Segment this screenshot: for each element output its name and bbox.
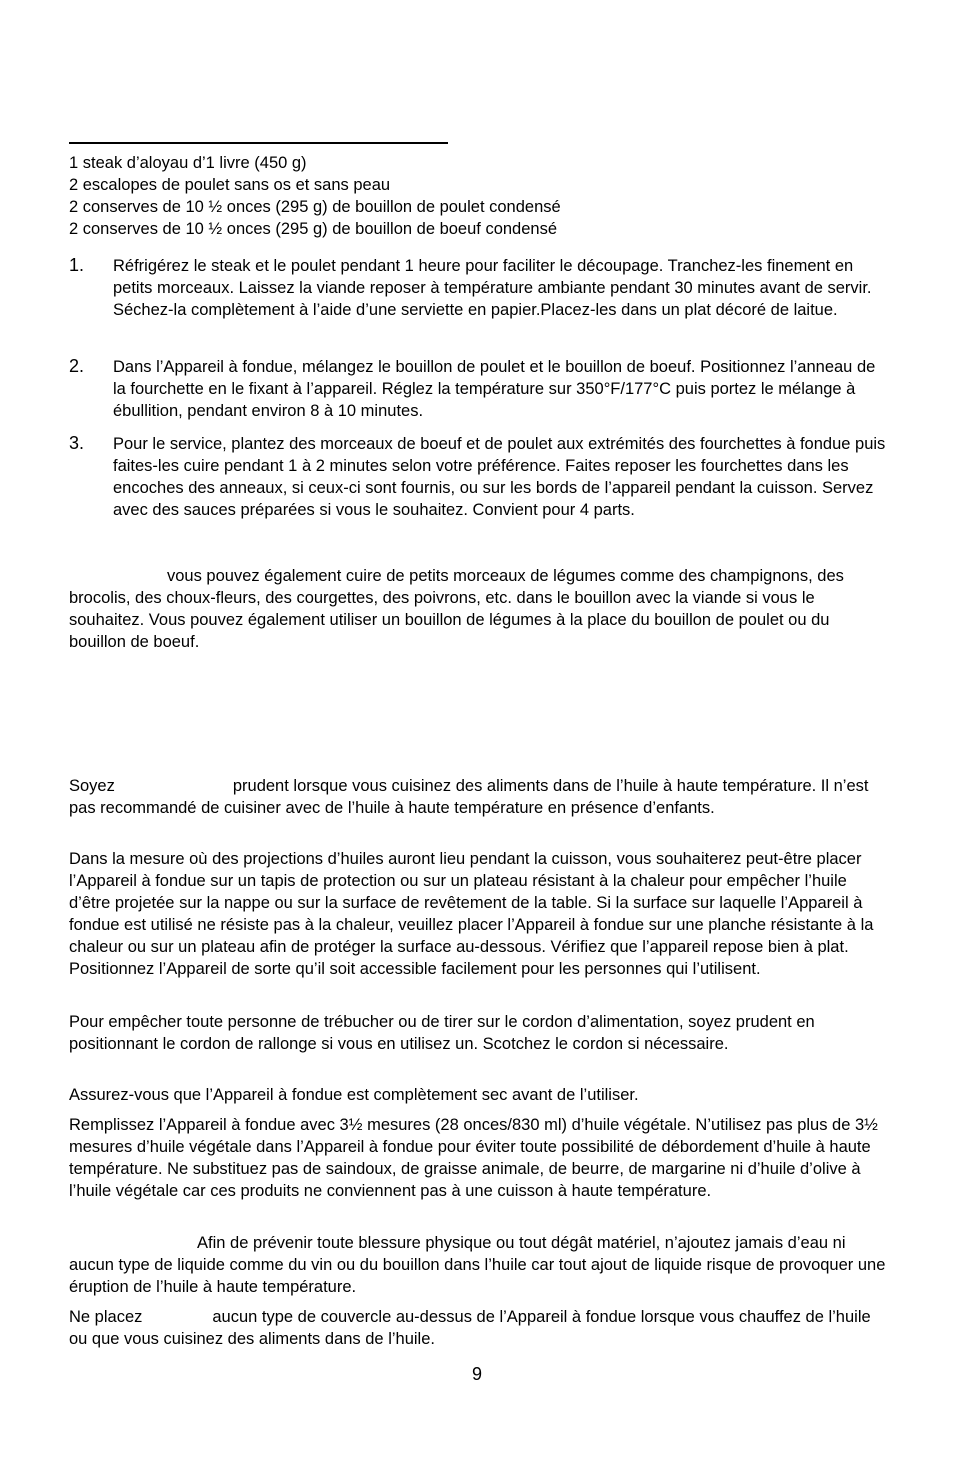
step-2 bbox=[69, 356, 889, 424]
oil-paragraph-3: Pour empêcher toute personne de trébucher ou de tirer sur le cordon d’alimentation, soyez prudent en positionnant le cordon de rallonge si vous en utilisez un. Scotchez le cordon si nécessaire. bbox=[69, 1013, 815, 1053]
step-1 bbox=[69, 255, 889, 345]
oil-paragraph-5: Remplissez l’Appareil à fondue avec 3½ mesures (28 onces/830 ml) d’huile végétale. N’utilisez pas plus de 3½ mesures d’huile végétale dans l’Appareil à fondue pour éviter toute possibilité de débordement d’huile à haute température. Ne substituez pas de saindoux, de graisse animale, de beurre, de margarine ni d’huile d’olive à l’huile végétale car ces produits ne conviennent pas à une cuisson à haute température. bbox=[69, 1116, 878, 1200]
oil-paragraph-4: Assurez-vous que l’Appareil à fondue est complètement sec avant de l’utiliser. bbox=[69, 1086, 639, 1104]
paragraph-text: aucun type de couvercle au-dessus de l’Appareil à fondue lorsque vous chauffez de l’huile ou que vous cuisinez des aliments dans de l’huile. bbox=[69, 1308, 871, 1348]
step-text: Dans l’Appareil à fondue, mélangez le bouillon de poulet et le bouillon de boeuf. Positionnez l’anneau de la fourchette en le fixant à l’appareil. Réglez la température sur 350°F/177°C puis portez le mélange à ébullition, pendant environ 8 à 10 minutes. bbox=[113, 358, 876, 420]
paragraph-start: Ne placez bbox=[69, 1308, 143, 1326]
paragraph-start: Soyez bbox=[69, 777, 115, 795]
ingredient-list bbox=[69, 152, 889, 240]
step-text: Réfrigérez le steak et le poulet pendant 1 heure pour faciliter le découpage. Tranchez-les finement en petits morceaux. Laissez la viande reposer à température ambiante pendant 30 minutes avant de servir. Séchez-la complètement à l’aide d’une serviette en papier.Placez-les dans un plat décoré de laitue. bbox=[113, 257, 872, 319]
oil-paragraph-2: Dans la mesure où des projections d’huiles auront lieu pendant la cuisson, vous souhaiterez peut-être placer l’Appareil à fondue sur un tapis de protection ou sur un plateau résistant à la chaleur pour empêcher l’huile d’être projetée sur la nappe ou sur la surface de revêtement de la table. Si la surface sur laquelle l’Appareil à fondue est utilisé ne résiste pas à la chaleur, veuillez placer l’Appareil à fondue sur une planche résistante à la chaleur ou sur un plateau afin de protéger la surface au-dessous. Vérifiez que l’appareil repose bien à plat. Positionnez l’Appareil de sorte qu’il soit accessible facilement pour les personnes qui l’utilisent. bbox=[69, 850, 874, 978]
ingredient-item: 1 steak d’aloyau d’1 livre (450 g) bbox=[69, 154, 307, 172]
note-text: vous pouvez également cuire de petits morceaux de légumes comme des champignons, des brocolis, des choux-fleurs, des courgettes, des poivrons, etc. dans le bouillon avec la viande si vous le souhaitez. Vous pouvez également utiliser un bouillon de légumes à la place du bouillon de poulet ou du bouillon de boeuf. bbox=[69, 567, 844, 651]
note-paragraph bbox=[69, 565, 889, 653]
step-number: 3. bbox=[69, 433, 85, 453]
ingredient-item: 2 conserves de 10 ½ onces (295 g) de bouillon de boeuf condensé bbox=[69, 220, 558, 238]
page-number: 9 bbox=[471, 1364, 482, 1384]
paragraph-text: prudent lorsque vous cuisinez des aliments dans de l’huile à haute température. Il n’est pas recommandé de cuisiner avec de l’huile à haute température en présence d’enfants. bbox=[69, 777, 869, 817]
oil-paragraph-7 bbox=[69, 1306, 889, 1350]
paragraph-text: Afin de prévenir toute blessure physique ou tout dégât matériel, n’ajoutez jamais d’eau ni aucun type de liquide comme du vin ou du bouillon dans l’huile car tout ajout de liquide risque de provoquer une éruption de l’huile à haute température. bbox=[69, 1234, 886, 1296]
heading-rule bbox=[69, 142, 448, 144]
ingredient-item: 2 escalopes de poulet sans os et sans peau bbox=[69, 176, 391, 194]
step-text: Pour le service, plantez des morceaux de boeuf et de poulet aux extrémités des fourchettes à fondue puis faites-les cuire pendant 1 à 2 minutes selon votre préférence. Faites reposer les fourchettes dans les encoches des anneaux, si ceux-ci sont fournis, ou sur les bords de l’appareil pendant la cuisson. Servez avec des sauces préparées si vous le souhaitez. Convient pour 4 parts. bbox=[113, 435, 886, 519]
oil-paragraph-6 bbox=[69, 1232, 889, 1298]
oil-paragraph-1 bbox=[69, 775, 889, 819]
step-number: 1. bbox=[69, 255, 85, 275]
step-3 bbox=[69, 433, 889, 545]
step-number: 2. bbox=[69, 356, 85, 376]
ingredient-item: 2 conserves de 10 ½ onces (295 g) de bouillon de poulet condensé bbox=[69, 198, 561, 216]
